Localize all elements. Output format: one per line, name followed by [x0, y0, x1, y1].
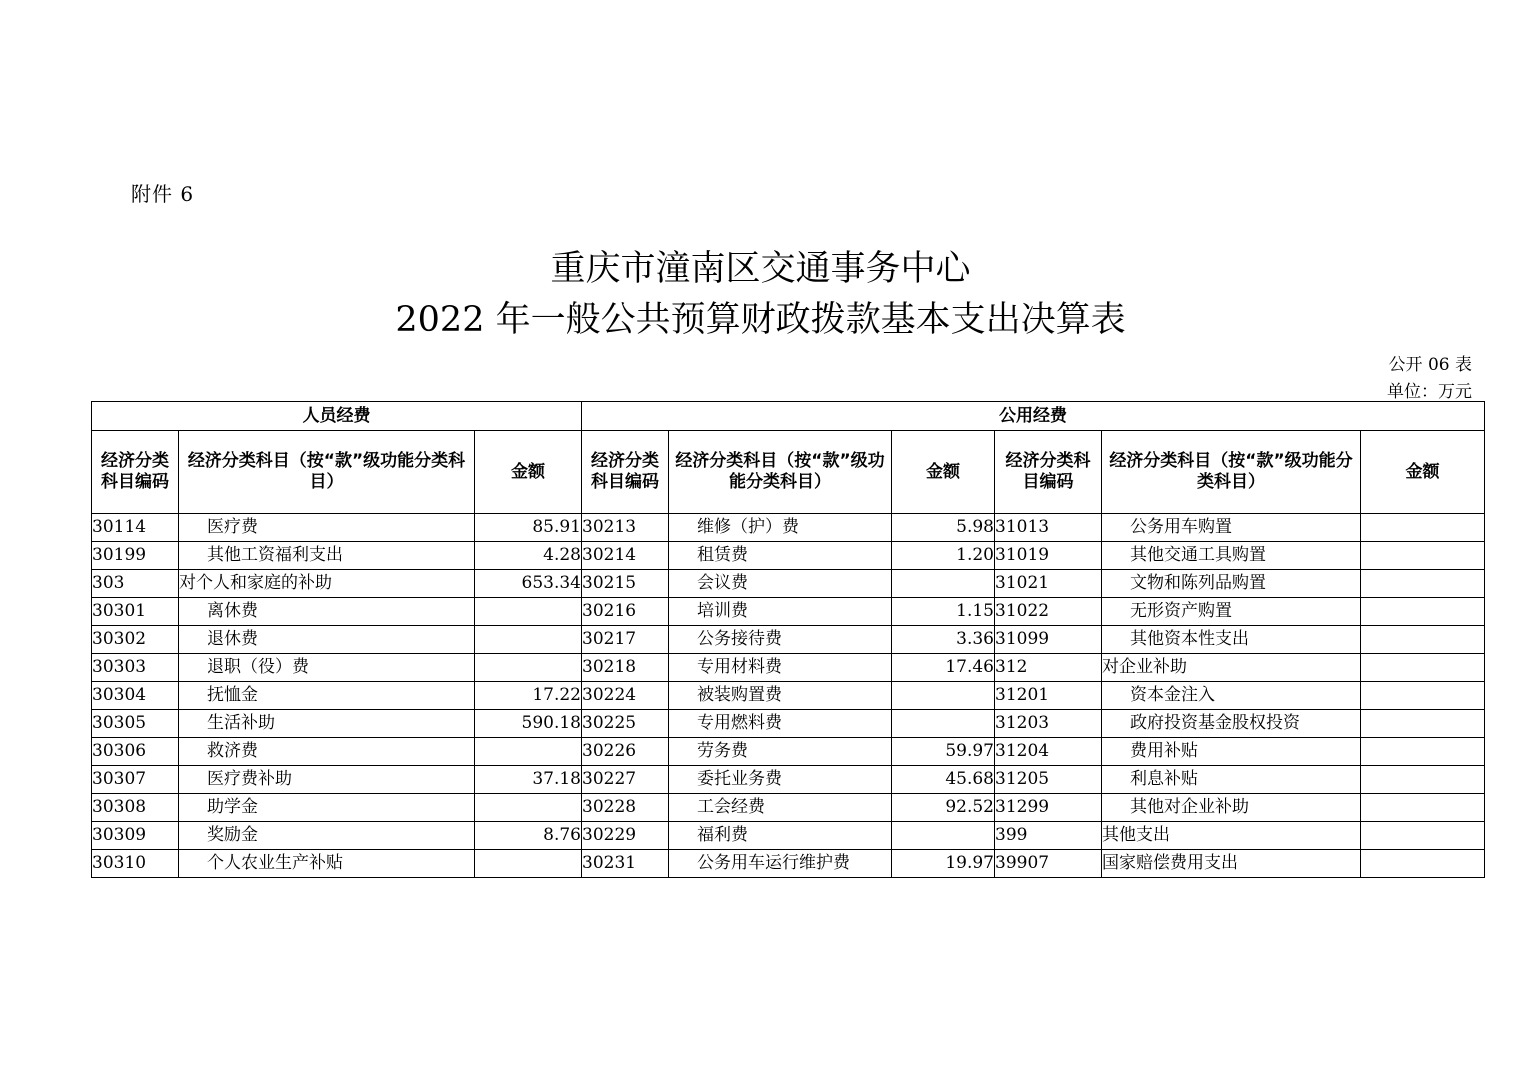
- code-cell-3: 31099: [995, 626, 1102, 654]
- code-cell-1: 30303: [92, 654, 179, 682]
- amount-cell-3: [1361, 710, 1485, 738]
- amount-cell-1: [475, 794, 582, 822]
- code-cell-2: 30215: [582, 570, 669, 598]
- table-row: [92, 570, 1485, 598]
- code-cell-1: 30308: [92, 794, 179, 822]
- code-cell-3: 39907: [995, 850, 1102, 878]
- name-cell-2: 公务用车运行维护费: [669, 850, 892, 878]
- unit-label: 单位：万元: [1387, 382, 1472, 402]
- table-row: [92, 514, 1485, 542]
- amount-cell-3: [1361, 850, 1485, 878]
- document-title-line-2: 2022 年一般公共预算财政拨款基本支出决算表: [395, 300, 1126, 340]
- table-row: [92, 710, 1485, 738]
- col-header-amount-3: 金额: [1361, 431, 1485, 514]
- name-cell-1: 救济费: [179, 738, 475, 766]
- code-cell-2: 30218: [582, 654, 669, 682]
- col-header-name-3: 经济分类科目（按“款”级功能分类科目）: [1102, 431, 1361, 514]
- amount-cell-3: [1361, 682, 1485, 710]
- name-cell-3: 政府投资基金股权投资: [1102, 710, 1361, 738]
- code-cell-3: 31201: [995, 682, 1102, 710]
- name-cell-2: 培训费: [669, 598, 892, 626]
- code-cell-1: 30304: [92, 682, 179, 710]
- col-header-amount-1: 金额: [475, 431, 582, 514]
- attachment-label: 附件 6: [131, 182, 195, 206]
- code-cell-3: 31013: [995, 514, 1102, 542]
- code-cell-1: 30305: [92, 710, 179, 738]
- table-body: [92, 514, 1485, 878]
- name-cell-3: 国家赔偿费用支出: [1102, 850, 1361, 878]
- name-cell-2: 劳务费: [669, 738, 892, 766]
- amount-cell-2: [892, 682, 995, 710]
- name-cell-3: 其他对企业补助: [1102, 794, 1361, 822]
- amount-cell-1: 17.22: [475, 682, 582, 710]
- col-header-amount-2: 金额: [892, 431, 995, 514]
- table-row: [92, 850, 1485, 878]
- code-cell-2: 30214: [582, 542, 669, 570]
- name-cell-3: 费用补贴: [1102, 738, 1361, 766]
- amount-cell-3: [1361, 794, 1485, 822]
- amount-cell-2: 1.15: [892, 598, 995, 626]
- code-cell-1: 30302: [92, 626, 179, 654]
- table-row: [92, 822, 1485, 850]
- name-cell-2: 专用材料费: [669, 654, 892, 682]
- amount-cell-2: 19.97: [892, 850, 995, 878]
- table-row: [92, 542, 1485, 570]
- amount-cell-2: 17.46: [892, 654, 995, 682]
- code-cell-2: 30228: [582, 794, 669, 822]
- amount-cell-2: 3.36: [892, 626, 995, 654]
- amount-cell-2: [892, 710, 995, 738]
- code-cell-1: 30199: [92, 542, 179, 570]
- code-cell-3: 31203: [995, 710, 1102, 738]
- amount-cell-1: 37.18: [475, 766, 582, 794]
- amount-cell-1: 653.34: [475, 570, 582, 598]
- amount-cell-1: [475, 654, 582, 682]
- amount-cell-3: [1361, 738, 1485, 766]
- amount-cell-1: 8.76: [475, 822, 582, 850]
- code-cell-1: 30310: [92, 850, 179, 878]
- name-cell-1: 退休费: [179, 626, 475, 654]
- name-cell-1: 生活补助: [179, 710, 475, 738]
- name-cell-2: 被装购置费: [669, 682, 892, 710]
- amount-cell-1: [475, 598, 582, 626]
- name-cell-2: 会议费: [669, 570, 892, 598]
- code-cell-3: 31021: [995, 570, 1102, 598]
- code-cell-3: 31022: [995, 598, 1102, 626]
- name-cell-3: 其他支出: [1102, 822, 1361, 850]
- group-header-public: 公用经费: [582, 402, 1485, 431]
- amount-cell-3: [1361, 626, 1485, 654]
- amount-cell-2: [892, 822, 995, 850]
- col-header-code-2: 经济分类科目编码: [582, 431, 669, 514]
- amount-cell-3: [1361, 542, 1485, 570]
- table-row: [92, 598, 1485, 626]
- name-cell-2: 租赁费: [669, 542, 892, 570]
- group-header-personnel: 人员经费: [92, 402, 582, 431]
- code-cell-2: 30225: [582, 710, 669, 738]
- name-cell-1: 其他工资福利支出: [179, 542, 475, 570]
- name-cell-3: 文物和陈列品购置: [1102, 570, 1361, 598]
- name-cell-2: 福利费: [669, 822, 892, 850]
- code-cell-3: 399: [995, 822, 1102, 850]
- amount-cell-3: [1361, 766, 1485, 794]
- col-header-code-1: 经济分类科目编码: [92, 431, 179, 514]
- amount-cell-1: [475, 626, 582, 654]
- code-cell-3: 312: [995, 654, 1102, 682]
- code-cell-2: 30231: [582, 850, 669, 878]
- name-cell-1: 退职（役）费: [179, 654, 475, 682]
- code-cell-3: 31299: [995, 794, 1102, 822]
- amount-cell-1: 85.91: [475, 514, 582, 542]
- amount-cell-1: 590.18: [475, 710, 582, 738]
- amount-cell-1: [475, 738, 582, 766]
- amount-cell-2: 59.97: [892, 738, 995, 766]
- code-cell-1: 30114: [92, 514, 179, 542]
- amount-cell-3: [1361, 570, 1485, 598]
- name-cell-1: 抚恤金: [179, 682, 475, 710]
- amount-cell-2: 5.98: [892, 514, 995, 542]
- name-cell-3: 其他交通工具购置: [1102, 542, 1361, 570]
- col-header-name-1: 经济分类科目（按“款”级功能分类科目）: [179, 431, 475, 514]
- code-cell-3: 31205: [995, 766, 1102, 794]
- table-row: [92, 794, 1485, 822]
- name-cell-1: 对个人和家庭的补助: [179, 570, 475, 598]
- code-cell-1: 30306: [92, 738, 179, 766]
- code-cell-3: 31204: [995, 738, 1102, 766]
- code-cell-1: 30307: [92, 766, 179, 794]
- table-row: [92, 766, 1485, 794]
- name-cell-3: 公务用车购置: [1102, 514, 1361, 542]
- code-cell-2: 30224: [582, 682, 669, 710]
- document-title-line-1: 重庆市潼南区交通事务中心: [550, 249, 971, 289]
- name-cell-2: 工会经费: [669, 794, 892, 822]
- amount-cell-2: 92.52: [892, 794, 995, 822]
- name-cell-3: 对企业补助: [1102, 654, 1361, 682]
- code-cell-1: 303: [92, 570, 179, 598]
- code-cell-2: 30213: [582, 514, 669, 542]
- expenditure-table: [91, 401, 1485, 878]
- code-cell-1: 30301: [92, 598, 179, 626]
- amount-cell-3: [1361, 654, 1485, 682]
- table-row: [92, 738, 1485, 766]
- code-cell-2: 30229: [582, 822, 669, 850]
- name-cell-1: 医疗费: [179, 514, 475, 542]
- amount-cell-3: [1361, 514, 1485, 542]
- table-row: [92, 626, 1485, 654]
- name-cell-3: 其他资本性支出: [1102, 626, 1361, 654]
- name-cell-1: 医疗费补助: [179, 766, 475, 794]
- code-cell-2: 30226: [582, 738, 669, 766]
- name-cell-3: 无形资产购置: [1102, 598, 1361, 626]
- code-cell-3: 31019: [995, 542, 1102, 570]
- amount-cell-1: [475, 850, 582, 878]
- name-cell-1: 奖励金: [179, 822, 475, 850]
- amount-cell-2: [892, 570, 995, 598]
- form-number: 公开 06 表: [1388, 355, 1472, 375]
- name-cell-1: 助学金: [179, 794, 475, 822]
- code-cell-2: 30227: [582, 766, 669, 794]
- col-header-name-2: 经济分类科目（按“款”级功能分类科目）: [669, 431, 892, 514]
- amount-cell-2: 1.20: [892, 542, 995, 570]
- amount-cell-1: 4.28: [475, 542, 582, 570]
- table-row: [92, 654, 1485, 682]
- code-cell-2: 30217: [582, 626, 669, 654]
- name-cell-3: 利息补贴: [1102, 766, 1361, 794]
- name-cell-2: 维修（护）费: [669, 514, 892, 542]
- name-cell-3: 资本金注入: [1102, 682, 1361, 710]
- amount-cell-3: [1361, 822, 1485, 850]
- name-cell-1: 个人农业生产补贴: [179, 850, 475, 878]
- amount-cell-3: [1361, 598, 1485, 626]
- code-cell-1: 30309: [92, 822, 179, 850]
- amount-cell-2: 45.68: [892, 766, 995, 794]
- table-row: [92, 682, 1485, 710]
- name-cell-2: 专用燃料费: [669, 710, 892, 738]
- name-cell-2: 公务接待费: [669, 626, 892, 654]
- col-header-code-3: 经济分类科目编码: [995, 431, 1102, 514]
- name-cell-2: 委托业务费: [669, 766, 892, 794]
- name-cell-1: 离休费: [179, 598, 475, 626]
- code-cell-2: 30216: [582, 598, 669, 626]
